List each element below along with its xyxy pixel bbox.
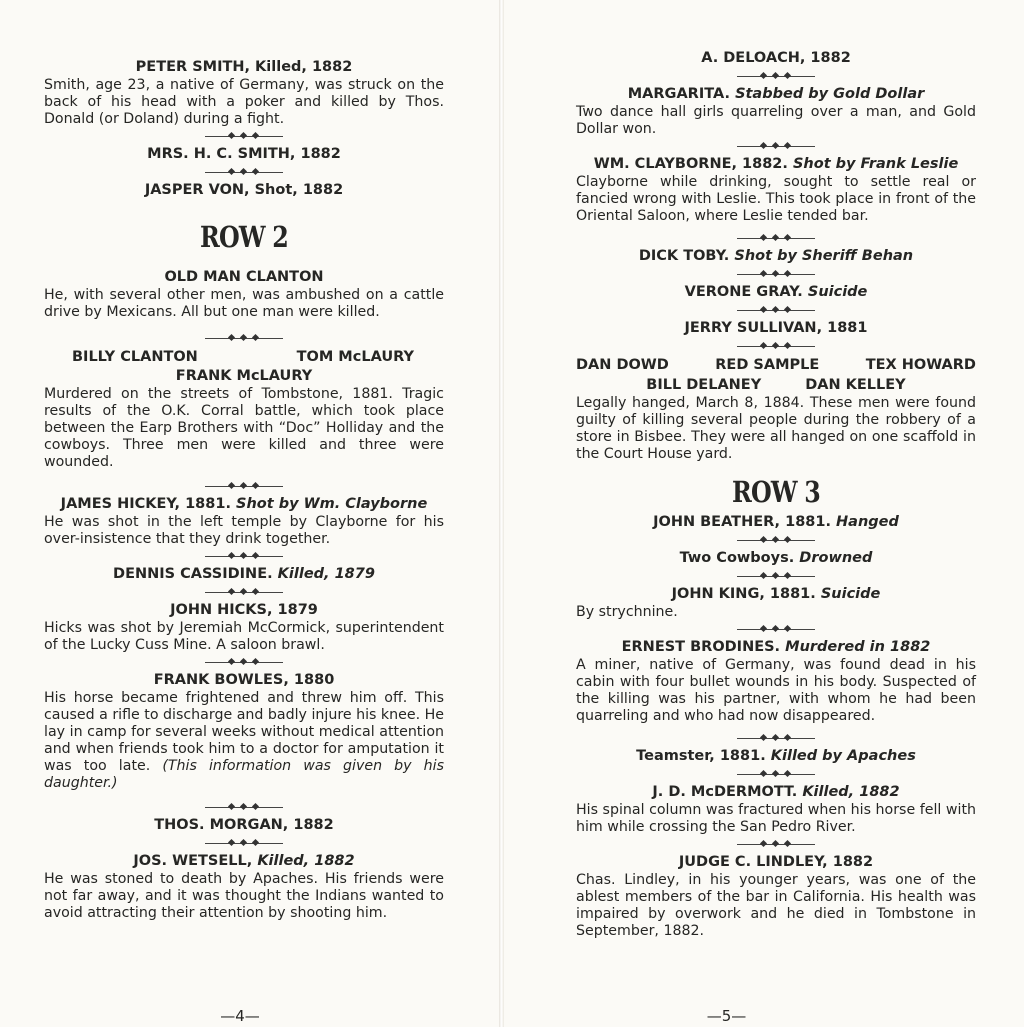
heading-detail: Killed, 1882 [802,784,900,800]
heading-detail: Shot by Frank Leslie [792,156,959,172]
name: TOM McLAURY [296,349,414,365]
ornament-divider [737,571,815,581]
name: DAN KELLEY [805,377,906,393]
entry-heading: JERRY SULLIVAN, 1881 [684,320,868,336]
entry-text: Hicks was shot by Jeremiah McCormick, superintendent of the Lucky Cuss Mine. A saloon brawl. [44,620,444,653]
ornament-divider [737,535,815,545]
name: RED SAMPLE [715,357,820,373]
entry-heading [44,495,444,514]
entry-heading: JASPER VON, Shot, 1882 [144,182,344,198]
heading-detail: Stabbed by Gold Dollar [735,86,925,102]
ornament-divider [205,838,283,848]
heading-name: JAMES HICKEY, 1881. [60,496,231,512]
ornament-divider [737,341,815,351]
ornament-divider [205,167,283,177]
entry-text: Chas. Lindley, in his younger years, was one of the ablest members of the bar in California. His health was impaired by overwork and he died in Tombstone in September, 1882. [576,872,976,939]
ornament-divider [737,733,815,743]
name: BILL DELANEY [646,377,762,393]
names-line [576,355,976,375]
entry-text: His spinal column was fractured when his horse fell with him while crossing the San Pedro River. [576,802,976,835]
name: BILLY CLANTON [72,349,198,365]
left-page [0,0,500,1027]
ornament-divider [737,769,815,779]
entry-text: He was shot in the left temple by Clayborne for his over-insistence that they drink together. [44,514,444,547]
ornament-divider [737,624,815,634]
heading-detail: Killed, 1882 [257,853,355,869]
entry-heading: OLD MAN CLANTON [164,269,324,285]
entry-note: (This information was given by his daughter.) [44,758,444,791]
entry-heading [576,549,976,568]
entry-text: He was stoned to death by Apaches. His friends were not far away, and it was thought the Indians wanted to avoid attracting their attention by shooting him. [44,871,444,921]
heading-detail: Drowned [799,550,873,566]
heading-name: JOS. WETSELL, [133,853,253,869]
entry-heading: JUDGE C. LINDLEY, 1882 [678,854,874,870]
entry-heading [576,638,976,657]
heading-name: DENNIS CASSIDINE. [113,566,273,582]
ornament-divider [737,233,815,243]
entry-text: He, with several other men, was ambushed on a cattle drive by Mexicans. All but one man were killed. [44,287,444,320]
entry-text: Clayborne while drinking, sought to settle real or fancied wrong with Leslie. This took place in front of the Oriental Saloon, where Leslie tended bar. [576,174,976,224]
entry-heading [44,852,444,871]
page-number: —5— [706,1007,747,1025]
ornament-divider [205,587,283,597]
name: TEX HOWARD [865,357,976,373]
entry-text: Legally hanged, March 8, 1884. These men were found guilty of killing several people during the robbery of a store in Bisbee. They were all hanged on one scaffold in the Court House yard. [576,395,976,462]
entry-heading [576,247,976,266]
entry-heading: PETER SMITH, Killed, 1882 [135,59,353,75]
heading-detail: Hanged [836,514,899,530]
left-column [44,58,444,922]
ornament-divider [737,305,815,315]
name: DAN DOWD [576,357,669,373]
entry-heading [576,513,976,532]
entry-heading [576,155,976,174]
heading-name: JOHN BEATHER, 1881. [653,514,831,530]
heading-name: Teamster, 1881. [636,748,766,764]
entry-heading [44,565,444,584]
right-column [576,49,976,940]
entry-text: Murdered on the streets of Tombstone, 1881. Tragic results of the O.K. Corral battle, which took place between the Earp Brothers with “Doc” Holliday and the cowboys. Three men were killed and three were wounded. [44,386,444,470]
heading-detail: Killed, 1879 [277,566,375,582]
heading-name: J. D. McDERMOTT. [652,784,798,800]
entry-heading: A. DELOACH, 1882 [701,50,851,66]
heading-name: JOHN KING, 1881. [671,586,816,602]
ornament-divider [737,71,815,81]
entry-text: Two dance hall girls quarreling over a man, and Gold Dollar won. [576,104,976,137]
entry-text [44,690,444,792]
ornament-divider [205,657,283,667]
heading-detail: Killed by Apaches [770,748,916,764]
entry-heading [576,85,976,104]
heading-detail: Suicide [820,586,881,602]
heading-detail: Murdered in 1882 [785,639,931,655]
row-title: ROW 2 [200,220,288,254]
entry-heading: JOHN HICKS, 1879 [170,602,318,618]
ornament-divider [737,839,815,849]
names-line [576,375,976,395]
heading-detail: Shot by Sheriff Behan [734,248,914,264]
heading-name: MARGARITA. [627,86,730,102]
entry-text: By strychnine. [576,604,678,620]
heading-name: WM. CLAYBORNE, 1882. [593,156,788,172]
entry-heading: FRANK McLAURY [175,368,313,384]
ornament-divider [205,131,283,141]
ornament-divider [205,333,283,343]
ornament-divider [205,802,283,812]
heading-detail: Suicide [807,284,868,300]
heading-detail: Shot by Wm. Clayborne [236,496,428,512]
entry-text: A miner, native of Germany, was found dead in his cabin with four bullet wounds in his body. Suspected of the killing was his partner, with whom he had been quarreling and who had now disappeared. [576,657,976,724]
page-number: —4— [220,1007,260,1025]
entry-heading: FRANK BOWLES, 1880 [153,672,335,688]
ornament-divider [737,141,815,151]
heading-name: DICK TOBY. [638,248,730,264]
heading-name: ERNEST BRODINES. [621,639,781,655]
names-line [44,347,444,367]
entry-text: Smith, age 23, a native of Germany, was struck on the back of his head with a poker and killed by Thos. Donald (or Doland) during a fight. [44,77,444,127]
entry-heading: MRS. H. C. SMITH, 1882 [147,146,341,162]
row-title: ROW 3 [732,475,820,509]
entry-heading [576,747,976,766]
heading-name: Two Cowboys. [679,550,795,566]
ornament-divider [737,269,815,279]
ornament-divider [205,481,283,491]
entry-body: His horse became frightened and threw him off. This caused a rifle to discharge and badly injure his knee. He lay in camp for several weeks without medical attention and when friends took him to a doctor for amputation it was too late. [44,690,444,774]
ornament-divider [205,551,283,561]
right-page [503,0,1024,1027]
entry-heading: THOS. MORGAN, 1882 [154,817,334,833]
entry-heading [576,585,976,604]
entry-heading [576,283,976,302]
entry-heading [576,783,976,802]
heading-name: VERONE GRAY. [684,284,803,300]
